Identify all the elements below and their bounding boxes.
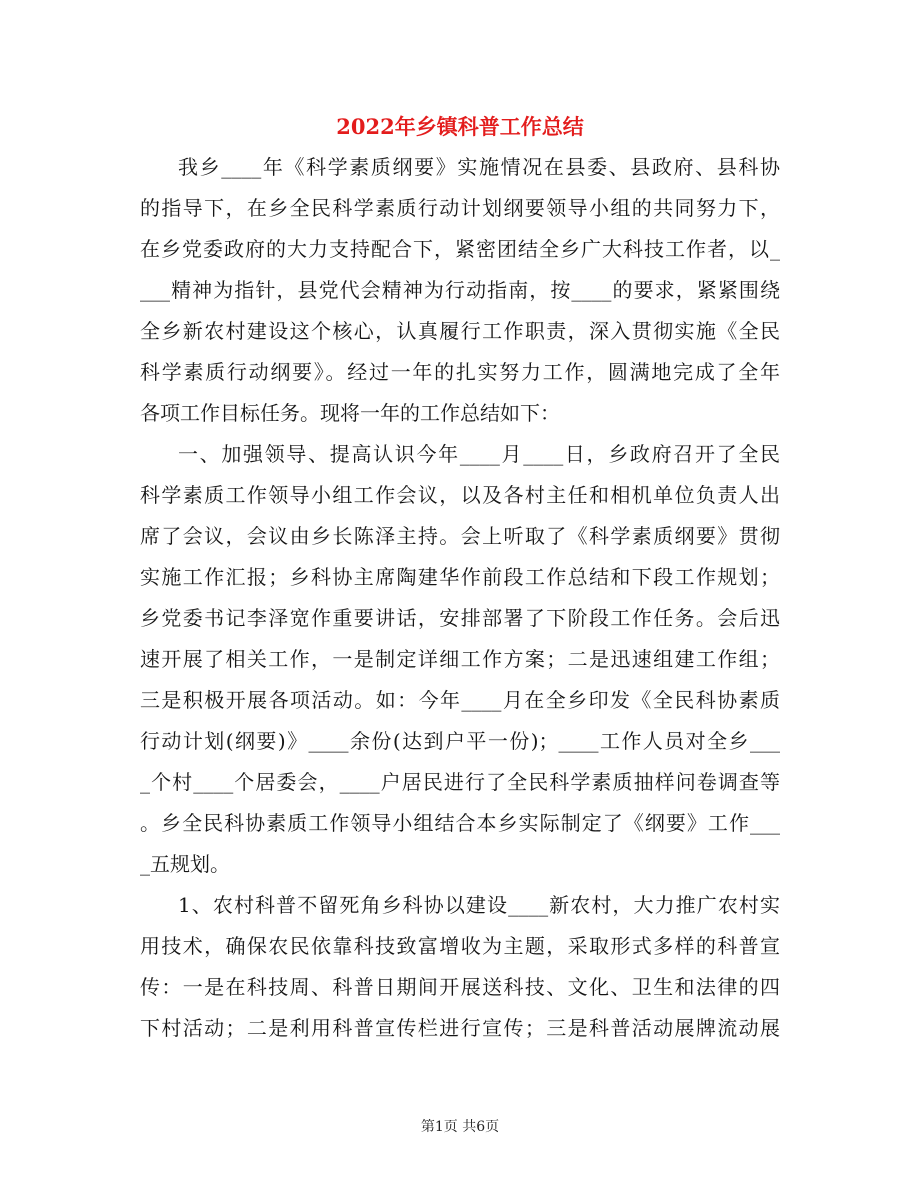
document-line: 下村活动；二是利用科普宣传栏进行宣传；三是科普活动展牌流动展 [140,1016,780,1040]
document-line: _个村____个居委会，____户居民进行了全民科学素质抽样问卷调查等 [140,770,780,794]
paragraph-section-one [140,434,780,885]
document-title: 2022年乡镇科普工作总结 [336,114,584,139]
document-line: 在乡党委政府的大力支持配合下，紧密团结全乡广大科技工作者，以_ [140,237,780,261]
document-line: 我乡____年《科学素质纲要》实施情况在县委、县政府、县科协 [178,155,780,179]
document-line: _五规划。 [140,852,230,876]
document-line: 科学素质行动纲要》。经过一年的扎实努力工作，圆满地完成了全年 [140,360,780,384]
page-number-footer: 第1页 共6页 [420,1119,500,1135]
document-line: 行动计划(纲要)》____余份(达到户平一份)；____工作人员对全乡___ [140,729,780,753]
document-line: 科学素质工作领导小组工作会议，以及各村主任和相机单位负责人出 [140,483,780,507]
document-line: 。乡全民科协素质工作领导小组结合本乡实际制定了《纲要》工作___ [140,811,780,835]
document-line: 实施工作汇报；乡科协主席陶建华作前段工作总结和下段工作规划； [140,565,780,589]
document-line: 三是积极开展各项活动。如：今年____月在全乡印发《全民科协素质 [140,688,780,712]
document-line: 乡党委书记李泽宽作重要讲话，安排部署了下阶段工作任务。会后迅 [140,606,780,630]
document-body [140,147,780,1049]
document-line: 全乡新农村建设这个核心，认真履行工作职责，深入贯彻实施《全民 [140,319,780,343]
paragraph-item-one [140,885,780,1049]
document-line: 一、加强领导、提高认识今年____月____日，乡政府召开了全民 [178,442,780,466]
document-line: 1、农村科普不留死角乡科协以建设____新农村，大力推广农村实 [178,893,780,917]
document-line: 传：一是在科技周、科普日期间开展送科技、文化、卫生和法律的四 [140,975,780,999]
document-line: 各项工作目标任务。现将一年的工作总结如下： [140,401,560,425]
document-line: 的指导下，在乡全民科学素质行动计划纲要领导小组的共同努力下， [140,196,780,220]
document-line: 速开展了相关工作，一是制定详细工作方案；二是迅速组建工作组； [140,647,780,671]
document-line: 用技术，确保农民依靠科技致富增收为主题，采取形式多样的科普宣 [140,934,780,958]
paragraph-intro [140,147,780,434]
document-line: 席了会议，会议由乡长陈泽主持。会上听取了《科学素质纲要》贯彻 [140,524,780,548]
document-line: ___精神为指针，县党代会精神为行动指南，按____的要求，紧紧围绕 [140,278,780,302]
